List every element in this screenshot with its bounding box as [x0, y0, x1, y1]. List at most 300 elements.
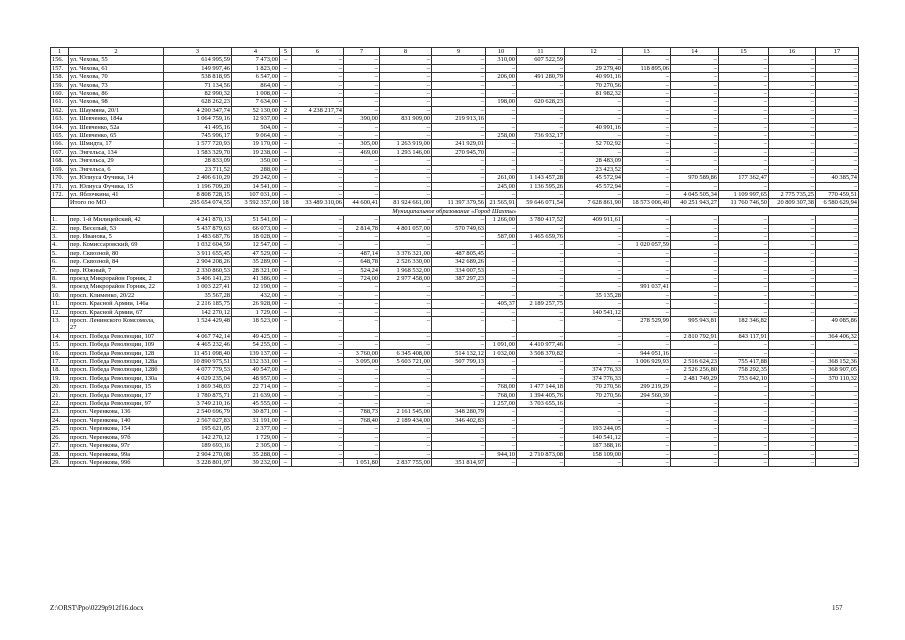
table-cell: –: [517, 366, 565, 374]
table-cell: 45 572,94: [565, 174, 623, 182]
table-cell: 1 483 687,76: [164, 232, 232, 240]
table-cell: –: [769, 450, 816, 458]
table-cell: –: [565, 266, 623, 274]
table-cell: –: [623, 458, 671, 466]
table-cell: –: [486, 308, 517, 316]
table-cell: –: [671, 56, 719, 64]
table-row: [51, 157, 859, 165]
table-cell: –: [565, 408, 623, 416]
table-cell: 8 808 728,15: [164, 190, 232, 198]
table-cell: –: [769, 332, 816, 340]
table-cell: 157.: [51, 64, 69, 72]
table-cell: 118 895,06: [623, 64, 671, 72]
table-cell: 1 196 709,20: [164, 182, 232, 190]
table-cell: ул. Шаумяна, 20/1: [69, 106, 164, 114]
table-cell: 294 560,39: [623, 391, 671, 399]
table-cell: 27.: [51, 442, 69, 450]
table-cell: –: [816, 157, 859, 165]
table-cell: 187 388,16: [565, 442, 623, 450]
table-cell: 182 346,82: [719, 317, 769, 333]
table-cell: 405,37: [486, 300, 517, 308]
table-cell: –: [344, 174, 380, 182]
table-cell: –: [671, 216, 719, 224]
table-cell: –: [486, 249, 517, 257]
table-cell: 162.: [51, 106, 69, 114]
table-cell: –: [344, 157, 380, 165]
table-cell: –: [719, 64, 769, 72]
table-cell: –: [517, 425, 565, 433]
table-cell: –: [280, 374, 292, 382]
table-cell: –: [486, 291, 517, 299]
table-row: [51, 241, 859, 249]
table-cell: –: [517, 190, 565, 198]
table-cell: –: [432, 425, 486, 433]
table-cell: –: [769, 241, 816, 249]
table-cell: –: [769, 291, 816, 299]
table-cell: 7 628 861,90: [565, 199, 623, 207]
table-cell: –: [623, 308, 671, 316]
table-cell: –: [769, 349, 816, 357]
table-cell: –: [292, 374, 344, 382]
table-cell: 768,40: [344, 416, 380, 424]
table-cell: –: [816, 425, 859, 433]
table-cell: –: [623, 224, 671, 232]
table-cell: –: [486, 332, 517, 340]
table-cell: ул. Чехова, 55: [69, 56, 164, 64]
table-cell: 3 703 655,16: [517, 400, 565, 408]
table-cell: –: [671, 425, 719, 433]
table-cell: –: [432, 283, 486, 291]
table-cell: 346 402,83: [432, 416, 486, 424]
table-cell: –: [623, 157, 671, 165]
table-cell: –: [486, 115, 517, 123]
table-cell: –: [344, 383, 380, 391]
table-cell: 40 991,16: [565, 73, 623, 81]
table-cell: –: [671, 157, 719, 165]
table-cell: 13: [623, 48, 671, 56]
table-cell: 258,00: [486, 132, 517, 140]
table-cell: –: [432, 400, 486, 408]
table-row: [51, 266, 859, 274]
table-cell: –: [280, 64, 292, 72]
table-cell: 1: [51, 48, 69, 56]
table-cell: –: [380, 400, 432, 408]
table-cell: –: [517, 291, 565, 299]
table-cell: 142 270,12: [164, 308, 232, 316]
table-cell: –: [344, 241, 380, 249]
table-cell: 4 077 779,53: [164, 366, 232, 374]
table-cell: пер. Веселый, 53: [69, 224, 164, 232]
table-cell: 2 406 610,29: [164, 174, 232, 182]
table-cell: просп. Победа Революции, 97: [69, 400, 164, 408]
table-cell: –: [432, 182, 486, 190]
table-cell: –: [432, 374, 486, 382]
table-cell: –: [719, 258, 769, 266]
table-cell: –: [380, 174, 432, 182]
table-cell: –: [486, 123, 517, 131]
table-cell: –: [816, 224, 859, 232]
table-row: [51, 73, 859, 81]
table-cell: 2 814,78: [344, 224, 380, 232]
table-row: [51, 165, 859, 173]
table-cell: 48 957,00: [232, 374, 280, 382]
table-cell: –: [719, 308, 769, 316]
table-cell: 18.: [51, 366, 69, 374]
table-cell: 1 293 146,00: [380, 148, 432, 156]
table-cell: –: [380, 450, 432, 458]
table-cell: 49 425,00: [232, 332, 280, 340]
table-cell: проезд Микрорайон Горняк, 22: [69, 283, 164, 291]
table-cell: [51, 199, 69, 207]
table-cell: 504,00: [232, 123, 280, 131]
table-cell: –: [565, 56, 623, 64]
table-cell: –: [671, 165, 719, 173]
table-cell: –: [280, 450, 292, 458]
table-cell: –: [432, 106, 486, 114]
table-row: [51, 106, 859, 114]
table-cell: 2 904 208,26: [164, 258, 232, 266]
table-cell: –: [671, 182, 719, 190]
table-cell: –: [719, 224, 769, 232]
table-cell: 35 288,00: [232, 450, 280, 458]
table-cell: –: [671, 391, 719, 399]
table-cell: –: [816, 232, 859, 240]
table-cell: 1 032,00: [486, 349, 517, 357]
table-cell: –: [292, 400, 344, 408]
table-cell: –: [432, 433, 486, 441]
table-cell: –: [623, 132, 671, 140]
table-cell: –: [719, 391, 769, 399]
table-cell: 1 032 604,59: [164, 241, 232, 249]
table-cell: –: [517, 283, 565, 291]
table-cell: –: [719, 81, 769, 89]
table-row: [51, 317, 859, 333]
table-cell: –: [769, 148, 816, 156]
table-cell: –: [292, 132, 344, 140]
table-cell: –: [432, 332, 486, 340]
table-cell: –: [816, 416, 859, 424]
table-cell: 23 711,52: [164, 165, 232, 173]
table-cell: –: [816, 241, 859, 249]
table-cell: –: [769, 106, 816, 114]
table-cell: –: [380, 106, 432, 114]
table-cell: 1 006 929,93: [623, 358, 671, 366]
table-cell: ул. Юлиуса Фучика, 14: [69, 174, 164, 182]
table-cell: –: [623, 400, 671, 408]
table-cell: –: [432, 341, 486, 349]
table-cell: 4 465 232,46: [164, 341, 232, 349]
table-cell: –: [280, 90, 292, 98]
table-row: [51, 400, 859, 408]
table-cell: ул. Чехова, 98: [69, 98, 164, 106]
table-cell: –: [486, 458, 517, 466]
table-cell: 2.: [51, 224, 69, 232]
table-cell: –: [292, 115, 344, 123]
table-cell: –: [292, 274, 344, 282]
table-cell: –: [292, 383, 344, 391]
table-row: [51, 433, 859, 441]
table-cell: –: [380, 317, 432, 333]
table-cell: –: [769, 232, 816, 240]
table-row: [51, 308, 859, 316]
table-cell: –: [280, 349, 292, 357]
table-cell: –: [380, 98, 432, 106]
table-cell: –: [280, 165, 292, 173]
table-cell: 2 810 792,91: [671, 332, 719, 340]
table-cell: –: [769, 182, 816, 190]
table-cell: –: [344, 132, 380, 140]
table-cell: 198,00: [486, 98, 517, 106]
table-cell: –: [816, 90, 859, 98]
table-cell: 25.: [51, 425, 69, 433]
table-cell: 195 621,05: [164, 425, 232, 433]
table-cell: –: [623, 425, 671, 433]
table-cell: –: [344, 106, 380, 114]
table-cell: просп. Черенкова, 136: [69, 408, 164, 416]
table-cell: –: [816, 98, 859, 106]
table-cell: –: [816, 216, 859, 224]
table-cell: –: [344, 56, 380, 64]
table-cell: 2 904 270,08: [164, 450, 232, 458]
table-cell: –: [517, 81, 565, 89]
table-cell: –: [280, 190, 292, 198]
table-cell: –: [719, 291, 769, 299]
table-cell: –: [719, 182, 769, 190]
table-cell: –: [432, 232, 486, 240]
table-cell: 2 775 735,25: [769, 190, 816, 198]
table-cell: 2 481 749,29: [671, 374, 719, 382]
table-cell: 1 003 227,41: [164, 283, 232, 291]
table-cell: 831 909,00: [380, 115, 432, 123]
table-cell: просп. Черенкова, 97г: [69, 442, 164, 450]
table-cell: 165.: [51, 132, 69, 140]
table-cell: –: [671, 416, 719, 424]
table-cell: –: [432, 383, 486, 391]
table-cell: 7: [344, 48, 380, 56]
table-cell: –: [565, 332, 623, 340]
table-cell: –: [380, 190, 432, 198]
table-row: [51, 341, 859, 349]
table-cell: –: [623, 374, 671, 382]
table-cell: –: [719, 249, 769, 257]
table-cell: –: [623, 366, 671, 374]
table-cell: 2: [280, 106, 292, 114]
table-row: [51, 425, 859, 433]
table-cell: –: [565, 300, 623, 308]
table-cell: просп. Ленинского Комсомола, 27: [69, 317, 164, 333]
table-cell: 41 386,00: [232, 274, 280, 282]
table-row: [51, 123, 859, 131]
table-cell: 587,00: [486, 232, 517, 240]
table-cell: –: [816, 433, 859, 441]
table-row: [51, 408, 859, 416]
table-cell: –: [623, 106, 671, 114]
table-row: [51, 132, 859, 140]
table-cell: 10: [486, 48, 517, 56]
table-cell: –: [292, 332, 344, 340]
table-cell: 6.: [51, 258, 69, 266]
table-cell: пер. Иванова, 5: [69, 232, 164, 240]
table-cell: 4 801 057,00: [380, 224, 432, 232]
table-cell: –: [769, 174, 816, 182]
table-cell: –: [719, 349, 769, 357]
table-cell: –: [380, 425, 432, 433]
table-cell: –: [816, 300, 859, 308]
table-cell: –: [380, 442, 432, 450]
table-cell: –: [432, 174, 486, 182]
table-cell: просп. Победа Революции, 128: [69, 349, 164, 357]
table-cell: –: [623, 148, 671, 156]
table-cell: 6: [292, 48, 344, 56]
table-cell: –: [292, 190, 344, 198]
table-cell: –: [344, 332, 380, 340]
table-cell: –: [671, 450, 719, 458]
table-cell: 12: [565, 48, 623, 56]
table-cell: 4 029 235,04: [164, 374, 232, 382]
table-cell: –: [486, 408, 517, 416]
table-cell: 52 130,00: [232, 106, 280, 114]
table-cell: 469,00: [344, 148, 380, 156]
table-cell: –: [280, 391, 292, 399]
table-cell: 35 135,28: [565, 291, 623, 299]
table-cell: 1 020 057,59: [623, 241, 671, 249]
table-cell: 70 270,56: [565, 383, 623, 391]
table-cell: –: [380, 241, 432, 249]
table-cell: –: [671, 106, 719, 114]
table-cell: –: [816, 274, 859, 282]
table-cell: –: [769, 216, 816, 224]
table-cell: –: [280, 300, 292, 308]
table-cell: –: [565, 416, 623, 424]
table-cell: –: [769, 132, 816, 140]
section-row: [51, 207, 859, 215]
table-cell: 8: [380, 48, 432, 56]
table-cell: –: [623, 408, 671, 416]
table-cell: –: [769, 266, 816, 274]
table-cell: 18 523,00: [232, 317, 280, 333]
table-cell: 1 823,00: [232, 64, 280, 72]
table-cell: 310,00: [486, 56, 517, 64]
table-cell: 167.: [51, 148, 69, 156]
table-cell: 159.: [51, 81, 69, 89]
table-cell: –: [816, 308, 859, 316]
table-cell: 41 495,16: [164, 123, 232, 131]
table-cell: 1 266,00: [486, 216, 517, 224]
table-cell: 620 628,23: [517, 98, 565, 106]
table-row: [51, 148, 859, 156]
table-cell: –: [517, 266, 565, 274]
table-cell: 24.: [51, 416, 69, 424]
table-cell: просп. Черенкова, 140: [69, 416, 164, 424]
table-cell: Итого по МО: [69, 199, 164, 207]
table-row: [51, 458, 859, 466]
table-cell: –: [486, 165, 517, 173]
table-cell: –: [816, 450, 859, 458]
table-cell: 3 095,00: [344, 358, 380, 366]
table-cell: 2 526 330,00: [380, 258, 432, 266]
table-cell: –: [623, 216, 671, 224]
table-cell: 82 990,32: [164, 90, 232, 98]
table-cell: 3 228 801,97: [164, 458, 232, 466]
table-cell: –: [280, 241, 292, 249]
table-row: [51, 349, 859, 357]
table-cell: –: [344, 425, 380, 433]
table-cell: 9 064,00: [232, 132, 280, 140]
table-cell: 9.: [51, 283, 69, 291]
table-cell: –: [565, 232, 623, 240]
table-cell: 11 760 746,50: [719, 199, 769, 207]
table-cell: –: [671, 81, 719, 89]
table-cell: 19 170,00: [232, 140, 280, 148]
table-cell: –: [292, 249, 344, 257]
table-row: [51, 115, 859, 123]
table-cell: –: [719, 283, 769, 291]
table-cell: 288,00: [232, 165, 280, 173]
table-cell: –: [623, 450, 671, 458]
table-cell: –: [719, 266, 769, 274]
table-cell: –: [623, 73, 671, 81]
table-cell: 299 219,29: [623, 383, 671, 391]
table-cell: –: [719, 341, 769, 349]
table-cell: –: [565, 458, 623, 466]
table-cell: 23 423,52: [565, 165, 623, 173]
table-cell: –: [671, 224, 719, 232]
table-cell: –: [432, 216, 486, 224]
table-cell: 5.: [51, 249, 69, 257]
table-cell: 370 110,32: [816, 374, 859, 382]
table-cell: –: [517, 249, 565, 257]
table-cell: –: [486, 106, 517, 114]
table-cell: –: [344, 366, 380, 374]
table-cell: –: [671, 433, 719, 441]
table-cell: –: [517, 106, 565, 114]
table-cell: –: [769, 317, 816, 333]
table-cell: 12 547,00: [232, 241, 280, 249]
table-cell: –: [671, 274, 719, 282]
table-cell: ул. Шевченко, 65: [69, 132, 164, 140]
table-cell: 4 238 217,74: [292, 106, 344, 114]
table-cell: –: [486, 425, 517, 433]
table-cell: –: [719, 56, 769, 64]
table-cell: 1 394 405,76: [517, 391, 565, 399]
table-cell: –: [432, 300, 486, 308]
table-cell: –: [486, 274, 517, 282]
table-cell: –: [816, 291, 859, 299]
table-cell: 22.: [51, 400, 69, 408]
table-cell: 11.: [51, 300, 69, 308]
table-cell: –: [517, 274, 565, 282]
table-cell: –: [816, 123, 859, 131]
table-cell: –: [280, 123, 292, 131]
table-cell: 2 161 545,00: [380, 408, 432, 416]
table-cell: –: [380, 283, 432, 291]
table-cell: –: [719, 106, 769, 114]
table-cell: –: [719, 442, 769, 450]
table-cell: –: [816, 165, 859, 173]
table-cell: –: [769, 300, 816, 308]
table-cell: –: [344, 232, 380, 240]
table-cell: 374 776,33: [565, 366, 623, 374]
table-cell: 261,00: [486, 174, 517, 182]
table-cell: 171.: [51, 182, 69, 190]
table-cell: 13.: [51, 317, 69, 333]
table-cell: –: [432, 90, 486, 98]
table-cell: –: [719, 274, 769, 282]
table-cell: 20 809 307,38: [769, 199, 816, 207]
table-cell: 177 362,47: [719, 174, 769, 182]
table-cell: –: [719, 400, 769, 408]
table-cell: ул. Чехова, 70: [69, 73, 164, 81]
